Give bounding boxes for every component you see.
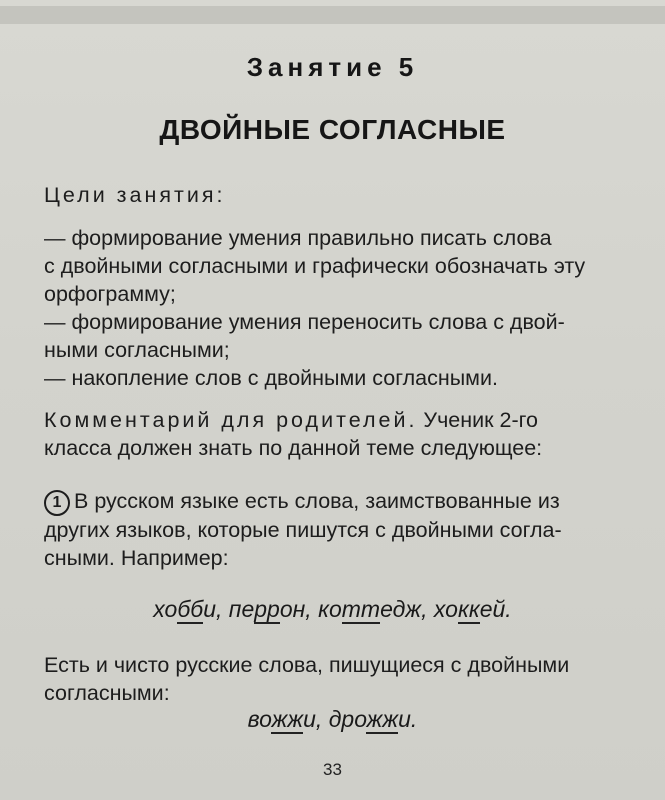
word-part: ко bbox=[318, 596, 342, 622]
circled-number-icon: 1 bbox=[44, 490, 70, 516]
goal-line: ными согласными; bbox=[44, 338, 230, 362]
word-part: и. bbox=[398, 706, 418, 732]
goal-line: с двойными согласными и графически обозначать эту bbox=[44, 254, 586, 278]
word-part: хо bbox=[153, 596, 178, 622]
comment-text: Ученик 2-го bbox=[417, 408, 538, 432]
word-part: дро bbox=[328, 706, 367, 732]
point-1 bbox=[44, 487, 629, 572]
comment-label: Комментарий для родителей. bbox=[44, 408, 418, 432]
double-consonant: кк bbox=[457, 596, 480, 622]
bleed-through-strip bbox=[0, 6, 665, 24]
double-consonant: жж bbox=[271, 706, 304, 732]
native-words-example bbox=[0, 706, 665, 733]
double-consonant: тт bbox=[341, 596, 381, 622]
comment-line: класса должен знать по данной теме следующее: bbox=[44, 436, 543, 460]
word-part: во bbox=[247, 706, 272, 732]
goals-heading bbox=[44, 181, 629, 209]
page-number: 33 bbox=[323, 760, 342, 779]
goal-line: — формирование умения правильно писать слова bbox=[44, 226, 552, 250]
point-line bbox=[44, 487, 629, 516]
topic-title: ДВОЙНЫЕ СОГЛАСНЫЕ bbox=[159, 114, 506, 145]
parents-comment bbox=[44, 406, 629, 462]
goals-heading-text: Цели занятия: bbox=[44, 183, 226, 207]
borrowed-words-example bbox=[0, 596, 665, 623]
point-line: других языков, которые пишутся с двойными согла- bbox=[44, 518, 562, 542]
word-part: он, bbox=[279, 596, 319, 622]
point-line: сными. Например: bbox=[44, 546, 229, 570]
word-part: хо bbox=[433, 596, 458, 622]
native-words-intro bbox=[44, 651, 629, 707]
double-consonant: бб bbox=[177, 596, 204, 622]
comment-line bbox=[44, 406, 629, 434]
word-part: пе bbox=[228, 596, 255, 622]
native-line: Есть и чисто русские слова, пишущиеся с двойными bbox=[44, 653, 570, 677]
word-part: и, bbox=[303, 706, 329, 732]
word-part: едж, bbox=[380, 596, 434, 622]
lesson-title: Занятие 5 bbox=[246, 52, 419, 82]
point-text: В русском языке есть слова, заимствованные из bbox=[74, 489, 560, 513]
goal-line: — накопление слов с двойными согласными. bbox=[44, 366, 498, 390]
double-consonant: рр bbox=[254, 596, 280, 622]
goals-list bbox=[44, 224, 629, 392]
double-consonant: жж bbox=[366, 706, 399, 732]
goal-line: — формирование умения переносить слова с двой- bbox=[44, 310, 565, 334]
word-part: ей. bbox=[479, 596, 512, 622]
goal-line: орфограмму; bbox=[44, 282, 176, 306]
native-line: согласными: bbox=[44, 681, 170, 705]
word-part: и, bbox=[203, 596, 229, 622]
